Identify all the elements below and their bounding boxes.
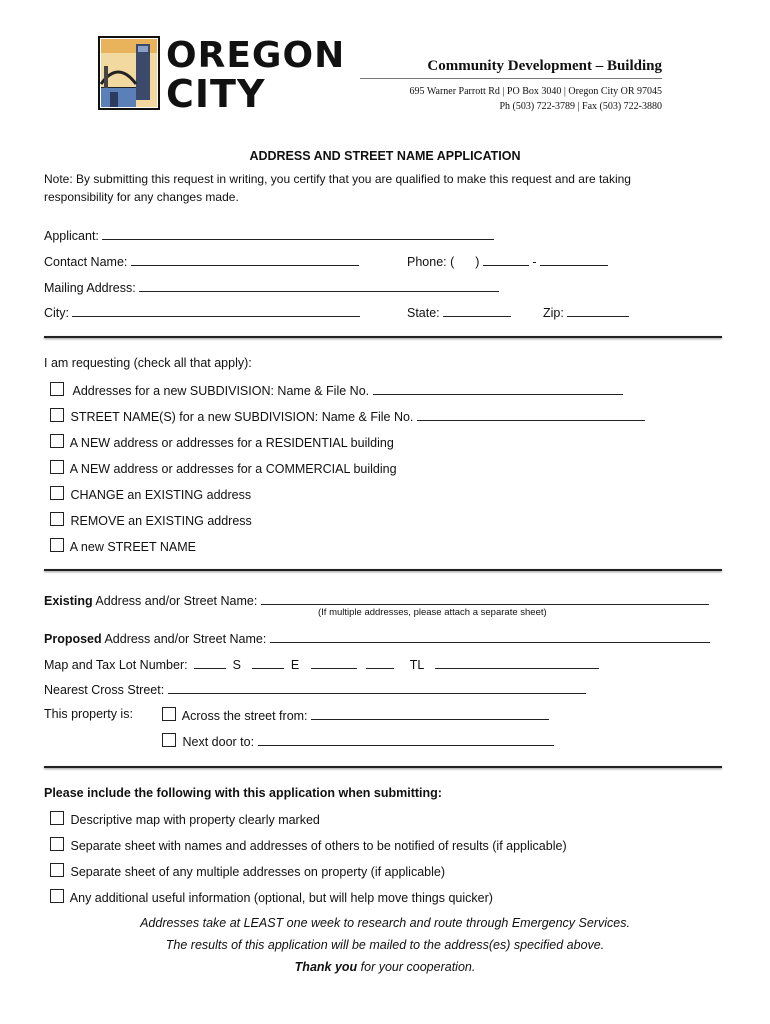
footer-line1: Addresses take at LEAST one week to research and route through Emergency Services. <box>140 916 630 930</box>
across-label: Across the street from: <box>181 709 308 723</box>
phone-paren: ) <box>475 255 480 269</box>
phone-label: Phone: ( <box>407 255 455 269</box>
section-divider-1 <box>44 336 722 338</box>
applicant-row <box>44 227 494 243</box>
option-checkbox[interactable] <box>50 382 64 396</box>
option-row <box>50 538 196 554</box>
office-phone: Ph (503) 722-3789 | Fax (503) 722-3880 <box>499 101 662 112</box>
option-label: CHANGE an EXISTING address <box>70 488 252 502</box>
applicant-label: Applicant: <box>44 229 99 243</box>
option-label: STREET NAME(S) for a new SUBDIVISION: Name & File No. <box>70 410 414 424</box>
zip-label: Zip: <box>543 306 564 320</box>
map-tax-row <box>44 656 599 672</box>
across-checkbox[interactable] <box>162 707 176 721</box>
next-door-label: Next door to: <box>182 735 255 749</box>
existing-row <box>44 592 709 608</box>
phone-prefix-field[interactable] <box>483 253 529 266</box>
department-title: Community Development – Building <box>427 58 662 74</box>
applicant-field[interactable] <box>102 227 494 240</box>
include-heading: Please include the following with this application when submitting: <box>44 786 442 800</box>
phone-dash: - <box>532 255 537 269</box>
city-label: City: <box>44 306 69 320</box>
include-label: Separate sheet with names and addresses of others to be notified of results (if applicable) <box>70 839 567 853</box>
include-checkbox[interactable] <box>50 889 64 903</box>
contact-name-label: Contact Name: <box>44 255 128 269</box>
include-item <box>50 837 567 853</box>
bridge-logo-icon <box>98 36 160 110</box>
include-checkbox[interactable] <box>50 837 64 851</box>
logo-line1: OREGON <box>166 35 346 76</box>
logo <box>98 35 356 116</box>
across-row <box>162 707 549 723</box>
footer-thanks <box>0 960 770 974</box>
option-row <box>50 512 252 528</box>
option-row <box>50 408 645 424</box>
tax-lot-field[interactable] <box>435 656 599 669</box>
option-row <box>50 434 394 450</box>
cross-street-field[interactable] <box>168 681 586 694</box>
existing-label: Address and/or Street Name: <box>95 594 258 608</box>
include-item <box>50 811 320 827</box>
header-rule <box>360 78 662 79</box>
proposed-address-field[interactable] <box>270 630 710 643</box>
option-row <box>50 460 397 476</box>
option-checkbox[interactable] <box>50 408 64 422</box>
include-item <box>50 863 445 879</box>
include-label: Separate sheet of any multiple addresses on property (if applicable) <box>70 865 446 879</box>
e-label: E <box>290 658 300 672</box>
s-label: S <box>232 658 241 672</box>
include-label: Descriptive map with property clearly marked <box>70 813 320 827</box>
existing-address-field[interactable] <box>261 592 709 605</box>
form-title: ADDRESS AND STREET NAME APPLICATION <box>249 149 521 163</box>
proposed-label: Address and/or Street Name: <box>104 632 267 646</box>
across-field[interactable] <box>311 707 549 720</box>
option-checkbox[interactable] <box>50 512 64 526</box>
city-field[interactable] <box>72 304 360 317</box>
mailing-address-field[interactable] <box>139 279 499 292</box>
state-field[interactable] <box>443 304 511 317</box>
tl-label: TL <box>409 658 424 672</box>
option-row <box>50 486 251 502</box>
office-address: 695 Warner Parrott Rd | PO Box 3040 | Oregon City OR 97045 <box>409 86 662 97</box>
note-line2: responsibility for any changes made. <box>44 190 239 204</box>
range-field[interactable] <box>252 656 284 669</box>
thank-you-rest: for your cooperation. <box>360 960 476 974</box>
proposed-label-bold: Proposed <box>44 632 102 646</box>
phone-row <box>407 253 608 269</box>
option-checkbox[interactable] <box>50 486 64 500</box>
logo-line2: CITY <box>166 72 266 116</box>
cross-street-label: Nearest Cross Street: <box>44 683 165 697</box>
next-door-row <box>162 733 554 749</box>
phone-number-field[interactable] <box>540 253 608 266</box>
include-checkbox[interactable] <box>50 811 64 825</box>
existing-note: (If multiple addresses, please attach a separate sheet) <box>318 607 547 618</box>
section-divider-2 <box>44 569 722 571</box>
mailing-address-label: Mailing Address: <box>44 281 136 295</box>
include-checkbox[interactable] <box>50 863 64 877</box>
proposed-row <box>44 630 710 646</box>
section-field[interactable] <box>311 656 357 669</box>
option-checkbox[interactable] <box>50 460 64 474</box>
zip-row <box>543 304 629 320</box>
section-divider-3 <box>44 766 722 768</box>
zip-field[interactable] <box>567 304 629 317</box>
street-name-file-field[interactable] <box>417 408 645 421</box>
option-label: A NEW address or addresses for a COMMERCIAL building <box>69 462 397 476</box>
subdivision-name-field[interactable] <box>373 382 623 395</box>
existing-label-bold: Existing <box>44 594 93 608</box>
state-label: State: <box>407 306 440 320</box>
thank-you-bold: Thank you <box>294 960 358 974</box>
footer-line2: The results of this application will be mailed to the address(es) specified above. <box>165 938 605 952</box>
option-label: REMOVE an EXISTING address <box>70 514 252 528</box>
township-field[interactable] <box>194 656 226 669</box>
cross-street-row <box>44 681 586 697</box>
option-label: Addresses for a new SUBDIVISION: Name & File No. <box>72 384 370 398</box>
mailing-row <box>44 279 499 295</box>
note-line1: Note: By submitting this request in writing, you certify that you are qualified to make this request and are taking <box>44 172 631 186</box>
option-label: A NEW address or addresses for a RESIDENTIAL building <box>69 436 394 450</box>
option-checkbox[interactable] <box>50 434 64 448</box>
include-label: Any additional useful information (optional, but will help move things quicker) <box>69 891 493 905</box>
quarter-field[interactable] <box>366 656 394 669</box>
contact-row <box>44 253 359 269</box>
next-door-checkbox[interactable] <box>162 733 176 747</box>
include-item <box>50 889 493 905</box>
option-checkbox[interactable] <box>50 538 64 552</box>
state-row <box>407 304 511 320</box>
map-tax-label: Map and Tax Lot Number: <box>44 658 188 672</box>
option-row <box>50 382 623 398</box>
requesting-label: I am requesting (check all that apply): <box>44 356 252 370</box>
next-door-field[interactable] <box>258 733 554 746</box>
option-label: A new STREET NAME <box>69 540 196 554</box>
contact-name-field[interactable] <box>131 253 359 266</box>
property-is-label: This property is: <box>44 707 133 721</box>
city-row <box>44 304 360 320</box>
